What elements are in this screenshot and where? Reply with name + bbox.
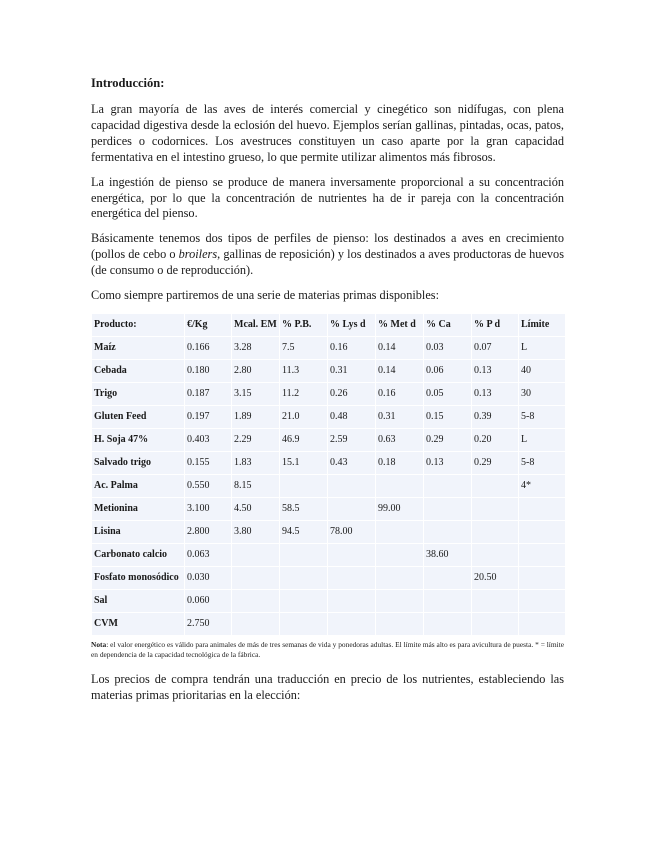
table-header-cell: €/Kg [185,314,231,336]
table-cell: 1.89 [232,406,279,428]
table-cell: 0.20 [472,429,518,451]
profiles-text-a: Básicamente tenemos dos tipos de perfiles de pienso: los destinados a aves en crecimiento (pollos de cebo o [91,231,564,262]
table-cell: 0.06 [424,360,471,382]
product-name-cell: Trigo [92,383,184,405]
table-cell [519,521,565,543]
table-cell: 0.29 [424,429,471,451]
table-cell: 58.5 [280,498,327,520]
table-header-cell: Límite [519,314,565,336]
table-cell: 1.83 [232,452,279,474]
product-name-cell: H. Soja 47% [92,429,184,451]
table-cell: L [519,337,565,359]
table-cell: 0.550 [185,475,231,497]
table-cell [376,475,423,497]
table-cell: 0.14 [376,337,423,359]
table-cell [424,521,471,543]
table-row [92,567,565,589]
table-cell [376,590,423,612]
table-cell: 0.39 [472,406,518,428]
table-cell: 11.3 [280,360,327,382]
table-cell: 3.100 [185,498,231,520]
table-cell: 0.07 [472,337,518,359]
product-name-cell: Gluten Feed [92,406,184,428]
paragraph-raw-materials: Como siempre partiremos de una serie de materias primas disponibles: [91,288,439,303]
paragraph-prices: Los precios de compra tendrán una traducción en precio de los nutrientes, estableciendo las materias primas prioritarias en la elección: [91,671,564,702]
table-cell [328,590,375,612]
table-cell: 0.14 [376,360,423,382]
paragraph-ingestion: La ingestión de pienso se produce de manera inversamente proporcional a su concentración energética, por lo que la concentración de nutrientes ha de ir pareja con la concentración energética del pienso. [91,174,564,221]
table-cell: 0.16 [376,383,423,405]
table-row [92,521,565,543]
table-cell [424,590,471,612]
table-cell: 4* [519,475,565,497]
note-text: : el valor energético es válido para animales de más de tres semanas de vida y ponedoras adultas. El límite más alto es para avicultura de puesta. * = límite en dependencia de la capacidad tecnológica de la fábrica. [91,639,564,659]
table-header-cell: % P d [472,314,518,336]
table-header-row [92,314,565,336]
table-cell: 3.28 [232,337,279,359]
table-cell: 38.60 [424,544,471,566]
profiles-text-broilers: broilers [178,247,218,262]
table-cell: 4.50 [232,498,279,520]
table-cell [280,567,327,589]
table-cell [472,498,518,520]
table-cell: 2.80 [232,360,279,382]
table-cell [232,567,279,589]
table-header-cell: Mcal. EM [232,314,279,336]
table-cell: 0.48 [328,406,375,428]
table-cell: 0.13 [472,383,518,405]
product-name-cell: Maíz [92,337,184,359]
table-cell: 0.180 [185,360,231,382]
table-cell [232,590,279,612]
product-name-cell: Cebada [92,360,184,382]
table-cell [232,613,279,635]
table-cell: 99.00 [376,498,423,520]
table-cell: 40 [519,360,565,382]
table-cell: 0.31 [376,406,423,428]
table-cell [280,544,327,566]
table-row [92,475,565,497]
product-name-cell: Ac. Palma [92,475,184,497]
table-cell: 11.2 [280,383,327,405]
table-cell [424,567,471,589]
table-cell: 0.31 [328,360,375,382]
product-name-cell: Salvado trigo [92,452,184,474]
table-cell: 0.197 [185,406,231,428]
table-row [92,452,565,474]
table-cell: 0.16 [328,337,375,359]
table-cell: 0.63 [376,429,423,451]
table-cell: 2.800 [185,521,231,543]
table-cell [472,613,518,635]
table-cell: 46.9 [280,429,327,451]
table-row [92,383,565,405]
table-cell: 0.403 [185,429,231,451]
product-name-cell: CVM [92,613,184,635]
table-cell [328,613,375,635]
table-cell [519,613,565,635]
table-cell: 0.26 [328,383,375,405]
table-cell: 8.15 [232,475,279,497]
table-cell [328,567,375,589]
table-row [92,590,565,612]
table-cell [376,544,423,566]
table-row [92,613,565,635]
table-cell [376,567,423,589]
table-cell: 0.13 [424,452,471,474]
table-cell [519,590,565,612]
table-cell: 3.80 [232,521,279,543]
raw-materials-table [91,313,566,636]
document-body [91,76,564,713]
table-cell: 30 [519,383,565,405]
table-cell [472,544,518,566]
note-label: Nota [91,639,107,649]
paragraph-birds: La gran mayoría de las aves de interés comercial y cinegético son nidífugas, con plena capacidad digestiva desde la eclosión del huevo. Ejemplos serían gallinas, pintadas, ocas, patos, perdices o codornices. Los avestruces constituyen un caso aparte por la gran capacidad fermentativa en el intestino grueso, lo que permite utilizar alimentos más fibrosos. [91,102,564,164]
table-cell: 2.59 [328,429,375,451]
table-cell: 0.05 [424,383,471,405]
table-row [92,429,565,451]
table-cell: 2.750 [185,613,231,635]
profiles-text-b: , gallinas de reposición) y los destinados a aves productoras de huevos (de consumo o de reproducción). [91,247,564,278]
table-cell [280,475,327,497]
table-cell: 0.29 [472,452,518,474]
table-cell [424,498,471,520]
product-name-cell: Fosfato monosódico [92,567,184,589]
table-cell [472,475,518,497]
table-cell: 3.15 [232,383,279,405]
table-cell [280,613,327,635]
table-cell: 0.063 [185,544,231,566]
table-row [92,498,565,520]
table-row [92,544,565,566]
table-row [92,406,565,428]
table-cell [376,521,423,543]
table-cell [472,521,518,543]
table-cell [328,498,375,520]
table-cell: 5-8 [519,452,565,474]
table-cell [232,544,279,566]
product-name-cell: Metionina [92,498,184,520]
product-name-cell: Lisina [92,521,184,543]
table-header-cell: Producto: [92,314,184,336]
table-cell: 0.43 [328,452,375,474]
table-cell: 7.5 [280,337,327,359]
table-cell: 0.18 [376,452,423,474]
table-cell [519,544,565,566]
table-note [91,640,564,660]
table-cell: 5-8 [519,406,565,428]
table-cell: 0.13 [472,360,518,382]
table-row [92,360,565,382]
table-cell [376,613,423,635]
table-cell: 20.50 [472,567,518,589]
table-cell [280,590,327,612]
table-cell: 94.5 [280,521,327,543]
table-cell [424,475,471,497]
table-cell: 0.155 [185,452,231,474]
table-header-cell: % Ca [424,314,471,336]
table-cell [519,567,565,589]
table-header-cell: % Met d [376,314,423,336]
table-cell: 21.0 [280,406,327,428]
table-cell: 0.060 [185,590,231,612]
table-cell [519,498,565,520]
table-cell [472,590,518,612]
paragraph-profiles [91,231,564,279]
table-header-cell: % P.B. [280,314,327,336]
table-cell: 2.29 [232,429,279,451]
product-name-cell: Sal [92,590,184,612]
table-cell [328,475,375,497]
table-cell [424,613,471,635]
table-cell: 15.1 [280,452,327,474]
table-cell: 0.15 [424,406,471,428]
table-cell: L [519,429,565,451]
section-heading: Introducción: [91,76,165,90]
table-cell: 78.00 [328,521,375,543]
table-cell [328,544,375,566]
table-row [92,337,565,359]
table-cell: 0.030 [185,567,231,589]
product-name-cell: Carbonato calcio [92,544,184,566]
table-cell: 0.166 [185,337,231,359]
table-cell: 0.03 [424,337,471,359]
table-header-cell: % Lys d [328,314,375,336]
table-cell: 0.187 [185,383,231,405]
